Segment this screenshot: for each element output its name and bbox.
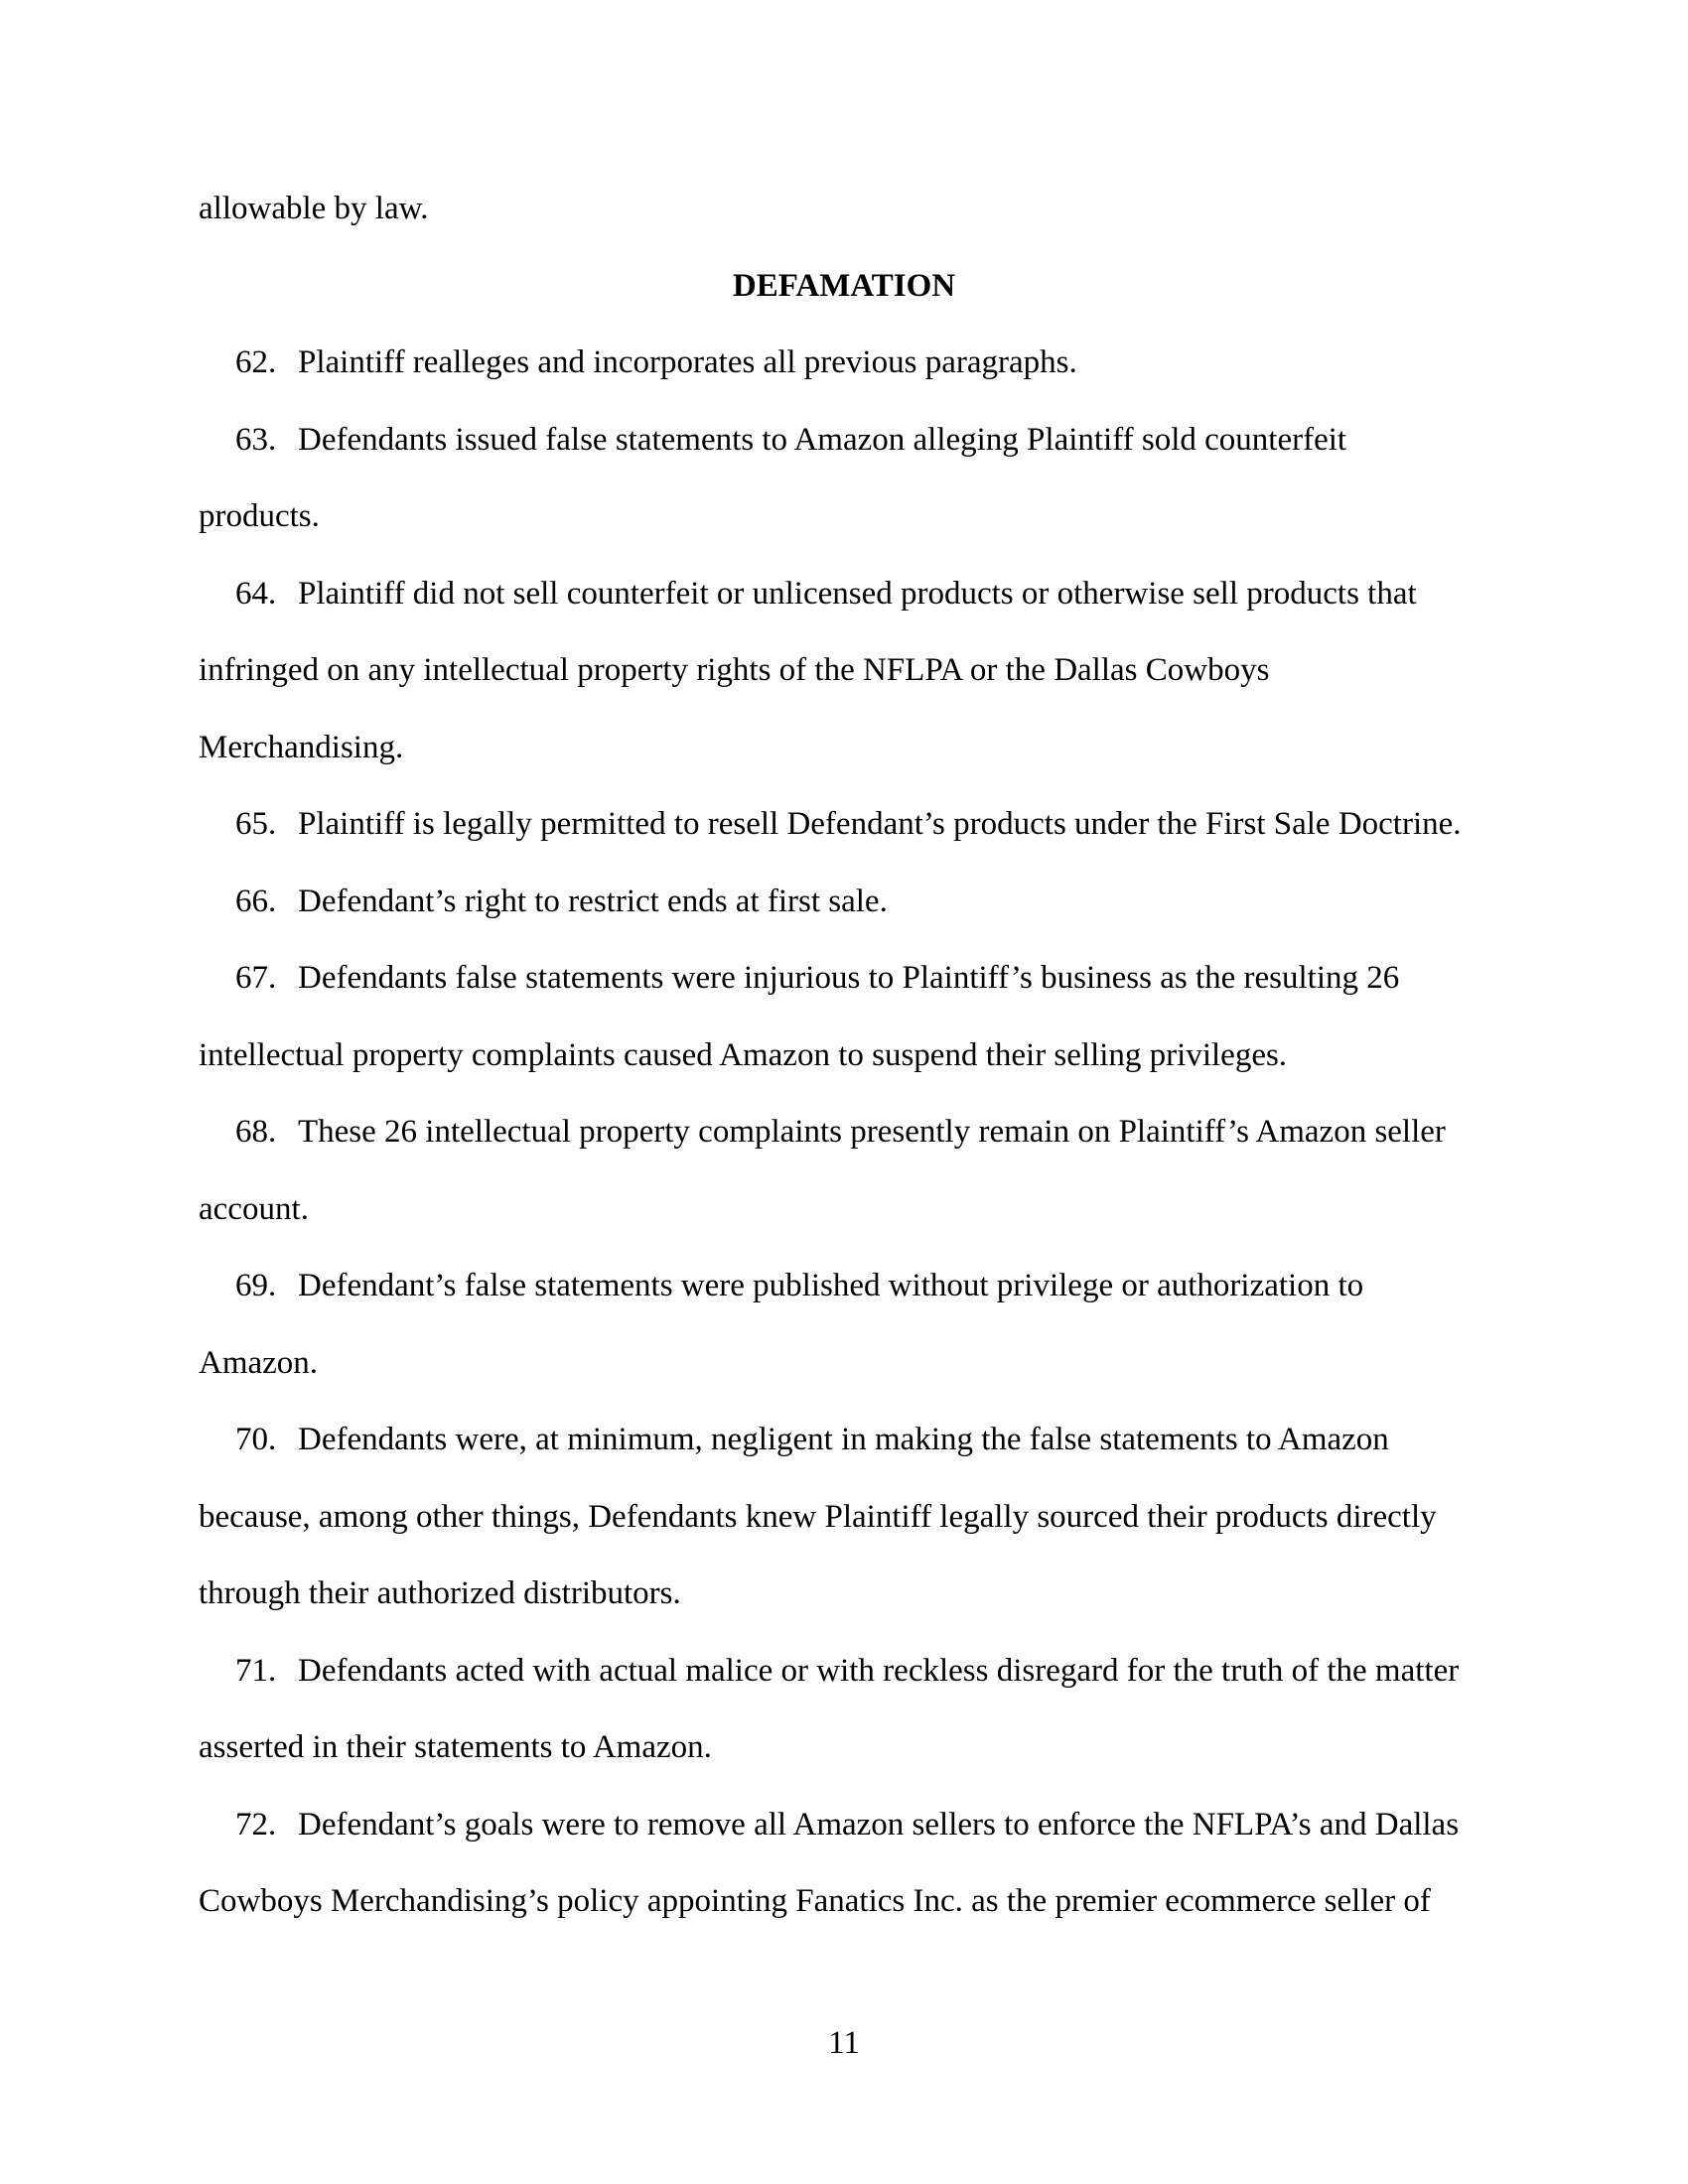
paragraph-64: [199, 556, 1489, 787]
paragraph-63: [199, 402, 1489, 556]
paragraph-69: [199, 1248, 1489, 1402]
paragraph-first-line: 67. Defendants false statements were injurious to Plaintiff’s business as the resulting 26: [199, 940, 1489, 1018]
paragraph-line: Cowboys Merchandising’s policy appointing Fanatics Inc. as the premier ecommerce seller of: [199, 1883, 1431, 1919]
paragraph-first-line: 70. Defendants were, at minimum, negligent in making the false statements to Amazon: [199, 1402, 1489, 1479]
paragraph-first-line: 63. Defendants issued false statements to Amazon alleging Plaintiff sold counterfeit: [199, 402, 1489, 479]
paragraph-line: asserted in their statements to Amazon.: [199, 1729, 712, 1765]
paragraph-first-line: 68. These 26 intellectual property complaints presently remain on Plaintiff’s Amazon seller: [199, 1094, 1489, 1171]
paragraph-continuation-line: allowable by law.: [199, 191, 429, 226]
paragraph-first-line: 66. Defendant’s right to restrict ends at first sale.: [199, 864, 1489, 941]
paragraph-number: 70.: [235, 1422, 277, 1457]
paragraph-number: 66.: [235, 883, 277, 919]
document-body: [199, 171, 1489, 1941]
paragraph-68: [199, 1094, 1489, 1248]
paragraph-first-line: 69. Defendant’s false statements were published without privilege or authorization to: [199, 1248, 1489, 1325]
paragraph-number: 62.: [235, 344, 277, 380]
section-heading-defamation: DEFAMATION: [732, 267, 956, 304]
paragraph-62: [199, 325, 1489, 402]
paragraph-line: because, among other things, Defendants knew Plaintiff legally sourced their products directly: [199, 1498, 1437, 1535]
paragraph-line: account.: [199, 1190, 309, 1227]
paragraph-first-line: 71. Defendants acted with actual malice or with reckless disregard for the truth of the matter: [199, 1633, 1489, 1710]
paragraph-list: [199, 325, 1489, 1941]
paragraph-71: [199, 1633, 1489, 1787]
paragraph-line: through their authorized distributors.: [199, 1575, 681, 1611]
paragraph-first-line: 62. Plaintiff realleges and incorporates all previous paragraphs.: [199, 325, 1489, 402]
paragraph-line: infringed on any intellectual property rights of the NFLPA or the Dallas Cowboys: [199, 652, 1270, 688]
paragraph-first-line: 72. Defendant’s goals were to remove all Amazon sellers to enforce the NFLPA’s and Dallas: [199, 1787, 1489, 1864]
paragraph-line: products.: [199, 498, 320, 534]
paragraph-70: [199, 1402, 1489, 1633]
paragraph-65: [199, 786, 1489, 864]
paragraph-first-line: 65. Plaintiff is legally permitted to resell Defendant’s products under the First Sale Doctrine.: [199, 786, 1489, 864]
paragraph-72: [199, 1787, 1489, 1941]
paragraph-number: 71.: [235, 1652, 277, 1689]
paragraph-66: [199, 864, 1489, 941]
paragraph-number: 64.: [235, 575, 277, 612]
paragraph-number: 69.: [235, 1268, 277, 1303]
paragraph-line: Merchandising.: [199, 729, 404, 765]
paragraph-first-line: 64. Plaintiff did not sell counterfeit or unlicensed products or otherwise sell products that: [199, 556, 1489, 633]
paragraph-line: intellectual property complaints caused Amazon to suspend their selling privileges.: [199, 1036, 1288, 1073]
paragraph-number: 67.: [235, 960, 277, 996]
paragraph-number: 68.: [235, 1114, 277, 1150]
paragraph-line: Amazon.: [199, 1344, 319, 1381]
paragraph-number: 72.: [235, 1806, 277, 1843]
paragraph-number: 63.: [235, 421, 277, 458]
page-number: 11: [828, 2025, 860, 2061]
paragraph-number: 65.: [235, 806, 277, 842]
paragraph-67: [199, 940, 1489, 1094]
